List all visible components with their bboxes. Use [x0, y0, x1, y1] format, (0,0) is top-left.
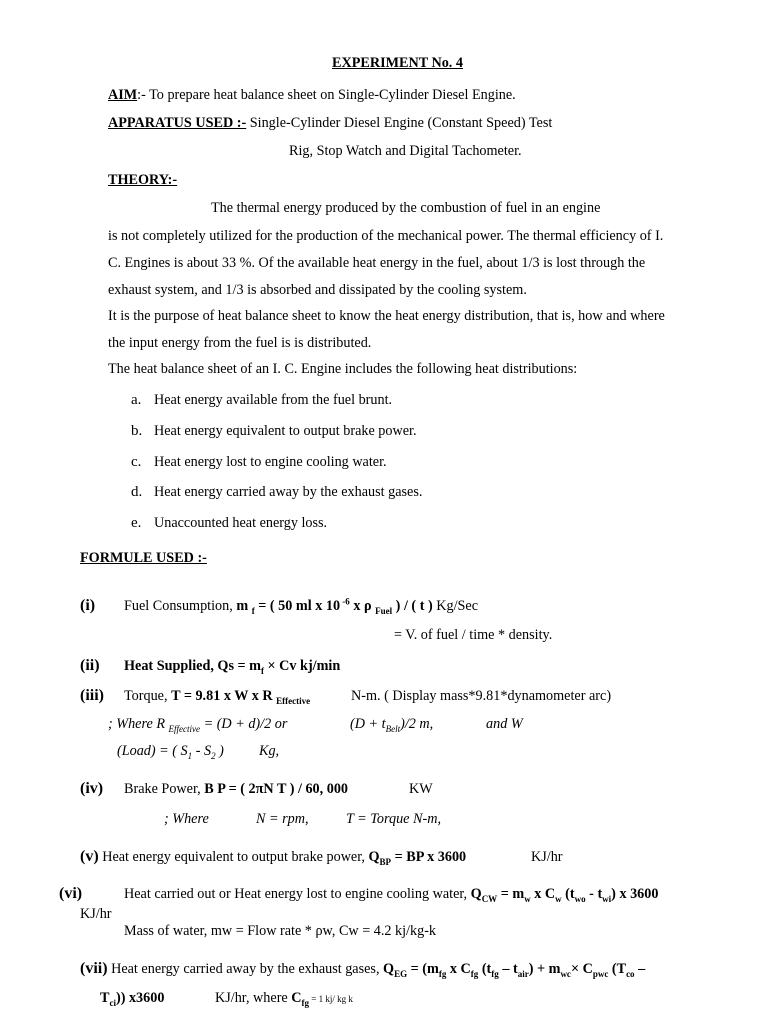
formula-expression: (T [608, 961, 627, 977]
theory-heading: THEORY:- [108, 172, 178, 188]
formula-number-label: (v) [80, 848, 99, 865]
list-item-text: Heat energy lost to engine cooling water. [154, 454, 387, 470]
formula-subscript: wc [560, 968, 571, 979]
formula-number-label: (ii) [80, 657, 100, 674]
formula-expression: = m [497, 886, 525, 902]
formula-text: ) [215, 743, 224, 759]
formula-cooling-water-line2: Mass of water, mw = Flow rate * ρw, Cw = 4.2 kj/kg-k [124, 923, 437, 939]
formulae-heading: FORMULE USED :- [80, 550, 207, 566]
formula-expression: (t [478, 961, 492, 977]
aim-line [108, 86, 516, 104]
formula-subscript: CW [481, 893, 498, 904]
formula-number-label: (i) [80, 597, 96, 614]
formula-exhaust-gases-line2 [100, 989, 164, 1007]
theory-line: The thermal energy produced by the combustion of fuel in an engine [211, 200, 601, 216]
formula-torque-unit: N-m. ( Display mass*9.81*dynamometer arc) [351, 688, 612, 704]
formula-expression: x C [446, 961, 471, 977]
formula-subscript: fg [491, 968, 499, 979]
formula-exhaust-gases [80, 960, 645, 978]
formula-subscript: fg [470, 968, 479, 979]
formula-subscript: fg [301, 997, 310, 1008]
formula-subscript: pwc [592, 968, 609, 979]
formula-label: Heat energy equivalent to output brake power, [98, 849, 369, 865]
formula-number-label: (iii) [80, 687, 104, 704]
formula-symbol: m [236, 598, 249, 614]
formula-unit: Kg/Sec [432, 598, 479, 614]
formula-number-label: (vii) [80, 960, 108, 977]
formula-subscript: BP [379, 856, 392, 867]
formula-number [80, 597, 95, 615]
formula-heat-supplied [124, 657, 340, 675]
formula-subscript: co [626, 968, 635, 979]
formula-expression: = (m [407, 961, 439, 977]
formula-expression: = ( 50 ml x 10 [254, 598, 341, 614]
formula-subscript: ci [109, 997, 116, 1008]
formula-symbol: C [291, 990, 302, 1006]
formula-symbol: Q [470, 886, 482, 902]
formula-subscript: f [260, 665, 264, 676]
formula-expression: )) x3600 [115, 990, 165, 1006]
apparatus-label: APPARATUS USED :- [108, 115, 247, 131]
formula-expression: Heat Supplied, Qs = m [124, 658, 261, 674]
formula-symbol: Q [368, 849, 380, 865]
formula-subscript: Effective [276, 695, 311, 706]
formula-brake-power-unit: KW [409, 781, 433, 797]
list-marker: d. [131, 484, 143, 500]
theory-line: the input energy from the fuel is is distributed. [108, 335, 372, 351]
formula-subscript: Effective [168, 723, 201, 734]
formula-bp-heat [80, 848, 466, 866]
theory-line: exhaust system, and 1/3 is absorbed and dissipated by the cooling system. [108, 282, 527, 298]
list-marker: c. [131, 454, 142, 470]
formula-load [117, 742, 224, 760]
formula-load-unit: Kg, [259, 743, 280, 759]
formula-text: = (D + d)/2 or [200, 716, 288, 732]
formula-brake-power [124, 780, 348, 798]
apparatus-text-2: Rig, Stop Watch and Digital Tachometer. [289, 143, 522, 159]
list-item-text: Unaccounted heat energy loss. [154, 515, 328, 531]
list-item-text: Heat energy carried away by the exhaust gases. [154, 484, 423, 500]
theory-line: The heat balance sheet of an I. C. Engine includes the following heat distributions: [108, 361, 578, 377]
formula-subscript: f [251, 605, 255, 616]
formula-text: ; Where R [108, 716, 169, 732]
formula-expression: – [634, 961, 646, 977]
formula-subscript: w [524, 893, 531, 904]
formula-subscript: wo [574, 893, 586, 904]
formula-brake-power-t: T = Torque N-m, [346, 811, 441, 827]
formula-expression: – t [498, 961, 518, 977]
formula-subscript: 1 [187, 750, 193, 761]
formula-label: Torque, [124, 688, 172, 704]
formula-label: Brake Power, [124, 781, 205, 797]
formula-number [80, 780, 103, 798]
formula-expression: = BP x 3600 [391, 849, 467, 865]
list-item-text: Heat energy available from the fuel brunt. [154, 392, 393, 408]
formula-subscript: wi [602, 893, 612, 904]
formula-label: Heat carried out or Heat energy lost to engine cooling water, [124, 886, 471, 902]
formula-torque-where [108, 715, 287, 733]
formula-bp-heat-unit: KJ/hr [531, 849, 563, 865]
formula-expression: x C [530, 886, 556, 902]
formula-expression: T = 9.81 x W x R [171, 688, 277, 704]
formula-subscript: Belt [385, 723, 401, 734]
formula-torque [124, 687, 310, 705]
list-item-text: Heat energy equivalent to output brake power. [154, 423, 417, 439]
formula-expression: x ρ [349, 598, 376, 614]
formula-expression: - t [585, 886, 603, 902]
formula-symbol: T [100, 990, 110, 1006]
apparatus-line [108, 114, 552, 132]
formula-subscript: air [517, 968, 529, 979]
formula-text: - S [192, 743, 212, 759]
list-item [131, 514, 327, 532]
list-item [131, 422, 417, 440]
list-item [131, 453, 387, 471]
formula-expression: × C [570, 961, 593, 977]
formula-expression: ) x 3600 [611, 886, 659, 902]
formula-fuel-consumption-line2: = V. of fuel / time * density. [394, 627, 553, 643]
formula-exhaust-gases-unit [215, 989, 353, 1008]
formula-number [80, 657, 100, 675]
formula-expression: ) + m [528, 961, 561, 977]
apparatus-text-1: Single-Cylinder Diesel Engine (Constant Speed) Test [246, 115, 553, 131]
formula-cooling-water [124, 885, 658, 903]
formula-expression: × Cv kj/min [263, 658, 341, 674]
formula-number [59, 885, 82, 903]
list-marker: b. [131, 423, 143, 439]
page-title: EXPERIMENT No. 4 [332, 55, 463, 71]
theory-line: C. Engines is about 33 %. Of the available heat energy in the fuel, about 1/3 is lost through the [108, 255, 646, 271]
formula-constant: = 1 kj/ kg k [309, 994, 353, 1004]
formula-subscript: w [555, 893, 562, 904]
formula-superscript: -6 [340, 596, 350, 607]
aim-label: AIM [108, 87, 138, 103]
aim-text: :- To prepare heat balance sheet on Single-Cylinder Diesel Engine. [137, 87, 516, 103]
formula-number-label: (iv) [80, 780, 104, 797]
formula-brake-power-where: ; Where [164, 811, 209, 827]
formula-number-label: (vi) [59, 885, 83, 902]
formula-subscript: 2 [211, 750, 216, 761]
formula-cooling-water-unit: KJ/hr [80, 906, 112, 922]
formula-fuel-consumption [124, 597, 478, 615]
formula-torque-where-w: and W [486, 716, 523, 732]
formula-text: (D + t [350, 716, 386, 732]
formula-expression: B P = ( 2πN T ) / 60, 000 [204, 781, 349, 797]
formula-torque-where-alt [350, 715, 433, 733]
formula-text: (Load) = ( S [117, 743, 188, 759]
formula-label: Fuel Consumption, [124, 598, 237, 614]
formula-symbol: Q [383, 961, 395, 977]
theory-line: is not completely utilized for the production of the mechanical power. The thermal efficiency of I. [108, 228, 664, 244]
theory-line: It is the purpose of heat balance sheet to know the heat energy distribution, that is, how and where [108, 308, 665, 324]
formula-expression: ) / ( t ) [392, 598, 433, 614]
formula-subscript: EG [394, 968, 408, 979]
list-marker: a. [131, 392, 142, 408]
list-item [131, 391, 392, 409]
formula-label: Heat energy carried away by the exhaust gases, [107, 961, 384, 977]
formula-number [80, 687, 104, 705]
formula-expression: (t [561, 886, 575, 902]
formula-subscript: Fuel [375, 605, 393, 616]
formula-subscript: fg [438, 968, 447, 979]
formula-text: )/2 m, [400, 716, 434, 732]
list-marker: e. [131, 515, 142, 531]
formula-unit: KJ/hr, where [215, 990, 292, 1006]
list-item [131, 483, 422, 501]
formula-brake-power-n: N = rpm, [256, 811, 309, 827]
